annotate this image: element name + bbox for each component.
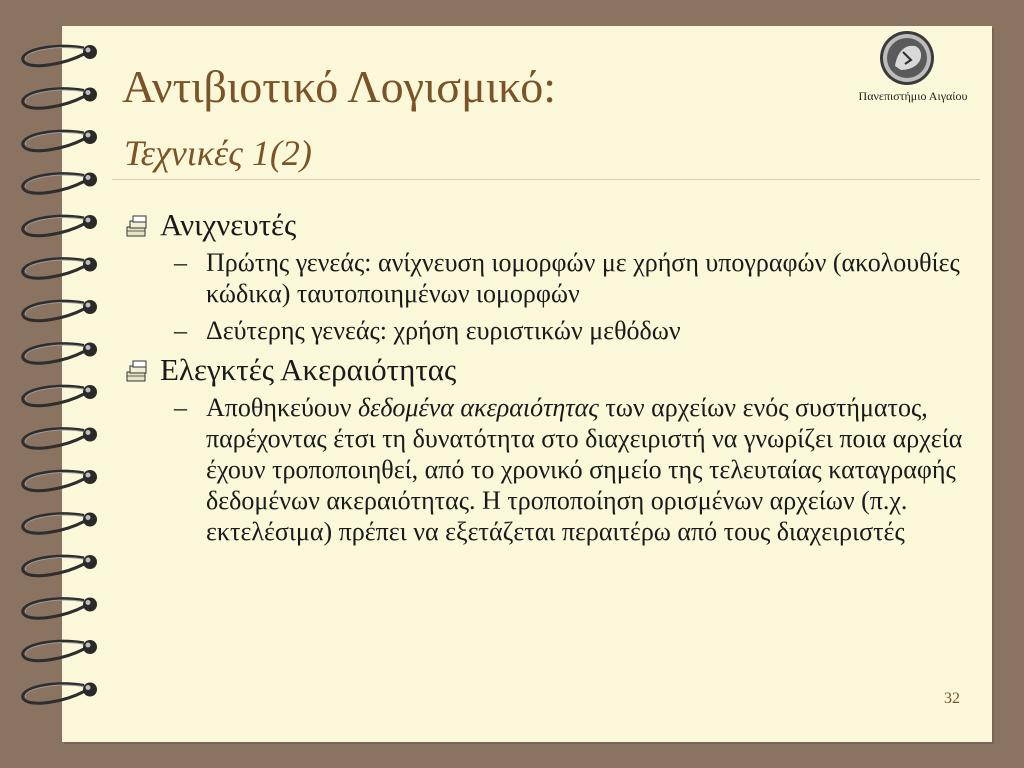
sub-bullet-text: Δεύτερης γενεάς: χρήση ευριστικών μεθόδων bbox=[206, 316, 681, 345]
book-stack-icon bbox=[124, 358, 150, 384]
university-logo-icon bbox=[879, 30, 935, 86]
spiral-ring bbox=[23, 598, 97, 619]
sub-bullet-text: Πρώτης γενεάς: ανίχνευση ιομορφών με χρήση υπογραφών (ακολουθίες κώδικα) ταυτοποιημένων ιομορφών bbox=[206, 248, 960, 308]
dash-marker: – bbox=[174, 248, 187, 277]
spiral-binding bbox=[10, 30, 110, 730]
university-name: Πανεπιστήμιο Αιγαίου bbox=[858, 89, 968, 103]
spiral-ring bbox=[23, 343, 97, 364]
spiral-ring bbox=[23, 385, 97, 406]
sub-bullet-item bbox=[124, 392, 974, 547]
spiral-ring bbox=[23, 683, 97, 704]
title-divider bbox=[112, 179, 980, 180]
slide-subtitle: Τεχνικές 1(2) bbox=[124, 133, 312, 173]
spiral-ring bbox=[23, 513, 97, 534]
spiral-ring bbox=[23, 88, 97, 109]
spiral-ring bbox=[23, 470, 97, 491]
sub-bullet-item bbox=[124, 247, 974, 309]
sub-bullet-item bbox=[124, 315, 974, 346]
spiral-ring bbox=[23, 130, 97, 151]
spiral-ring bbox=[23, 640, 97, 661]
spiral-ring bbox=[23, 215, 97, 236]
page-number: 32 bbox=[944, 690, 960, 707]
slide-title: Αντιβιοτικό Λογισμικό: bbox=[122, 61, 557, 112]
bullet-item bbox=[124, 207, 974, 243]
spiral-ring bbox=[23, 555, 97, 576]
slide-content bbox=[124, 207, 974, 553]
book-stack-icon bbox=[124, 213, 150, 239]
spiral-ring bbox=[23, 428, 97, 449]
sub-bullet-emphasis: δεδομένα ακεραιότητας bbox=[357, 393, 599, 422]
dash-marker: – bbox=[174, 393, 187, 422]
spiral-ring bbox=[23, 258, 97, 279]
sub-bullet-text-after: των αρχείων ενός συστήματος, παρέχοντας έτσι τη δυνατότητα στο διαχειριστή να γνωρίζει ποια αρχεία έχουν τροποποιηθεί, από το χρονικό σημείο της τελευταίας καταγραφής δεδομένων ακεραιότητας. Η τροποποίηση ορισμένων αρχείων (π.χ. εκτελέσιμα) πρέπει να εξετάζεται περαιτέρω από τους διαχειριστές bbox=[206, 393, 963, 546]
spiral-ring bbox=[23, 45, 97, 66]
dash-marker: – bbox=[174, 316, 187, 345]
bullet-item bbox=[124, 352, 974, 388]
sub-bullet-text-before: Αποθηκεύουν bbox=[206, 393, 358, 422]
spiral-ring bbox=[23, 173, 97, 194]
bullet-label: Ανιχνευτές bbox=[160, 207, 297, 242]
spiral-ring bbox=[23, 300, 97, 321]
bullet-label: Ελεγκτές Ακεραιότητας bbox=[160, 352, 457, 387]
